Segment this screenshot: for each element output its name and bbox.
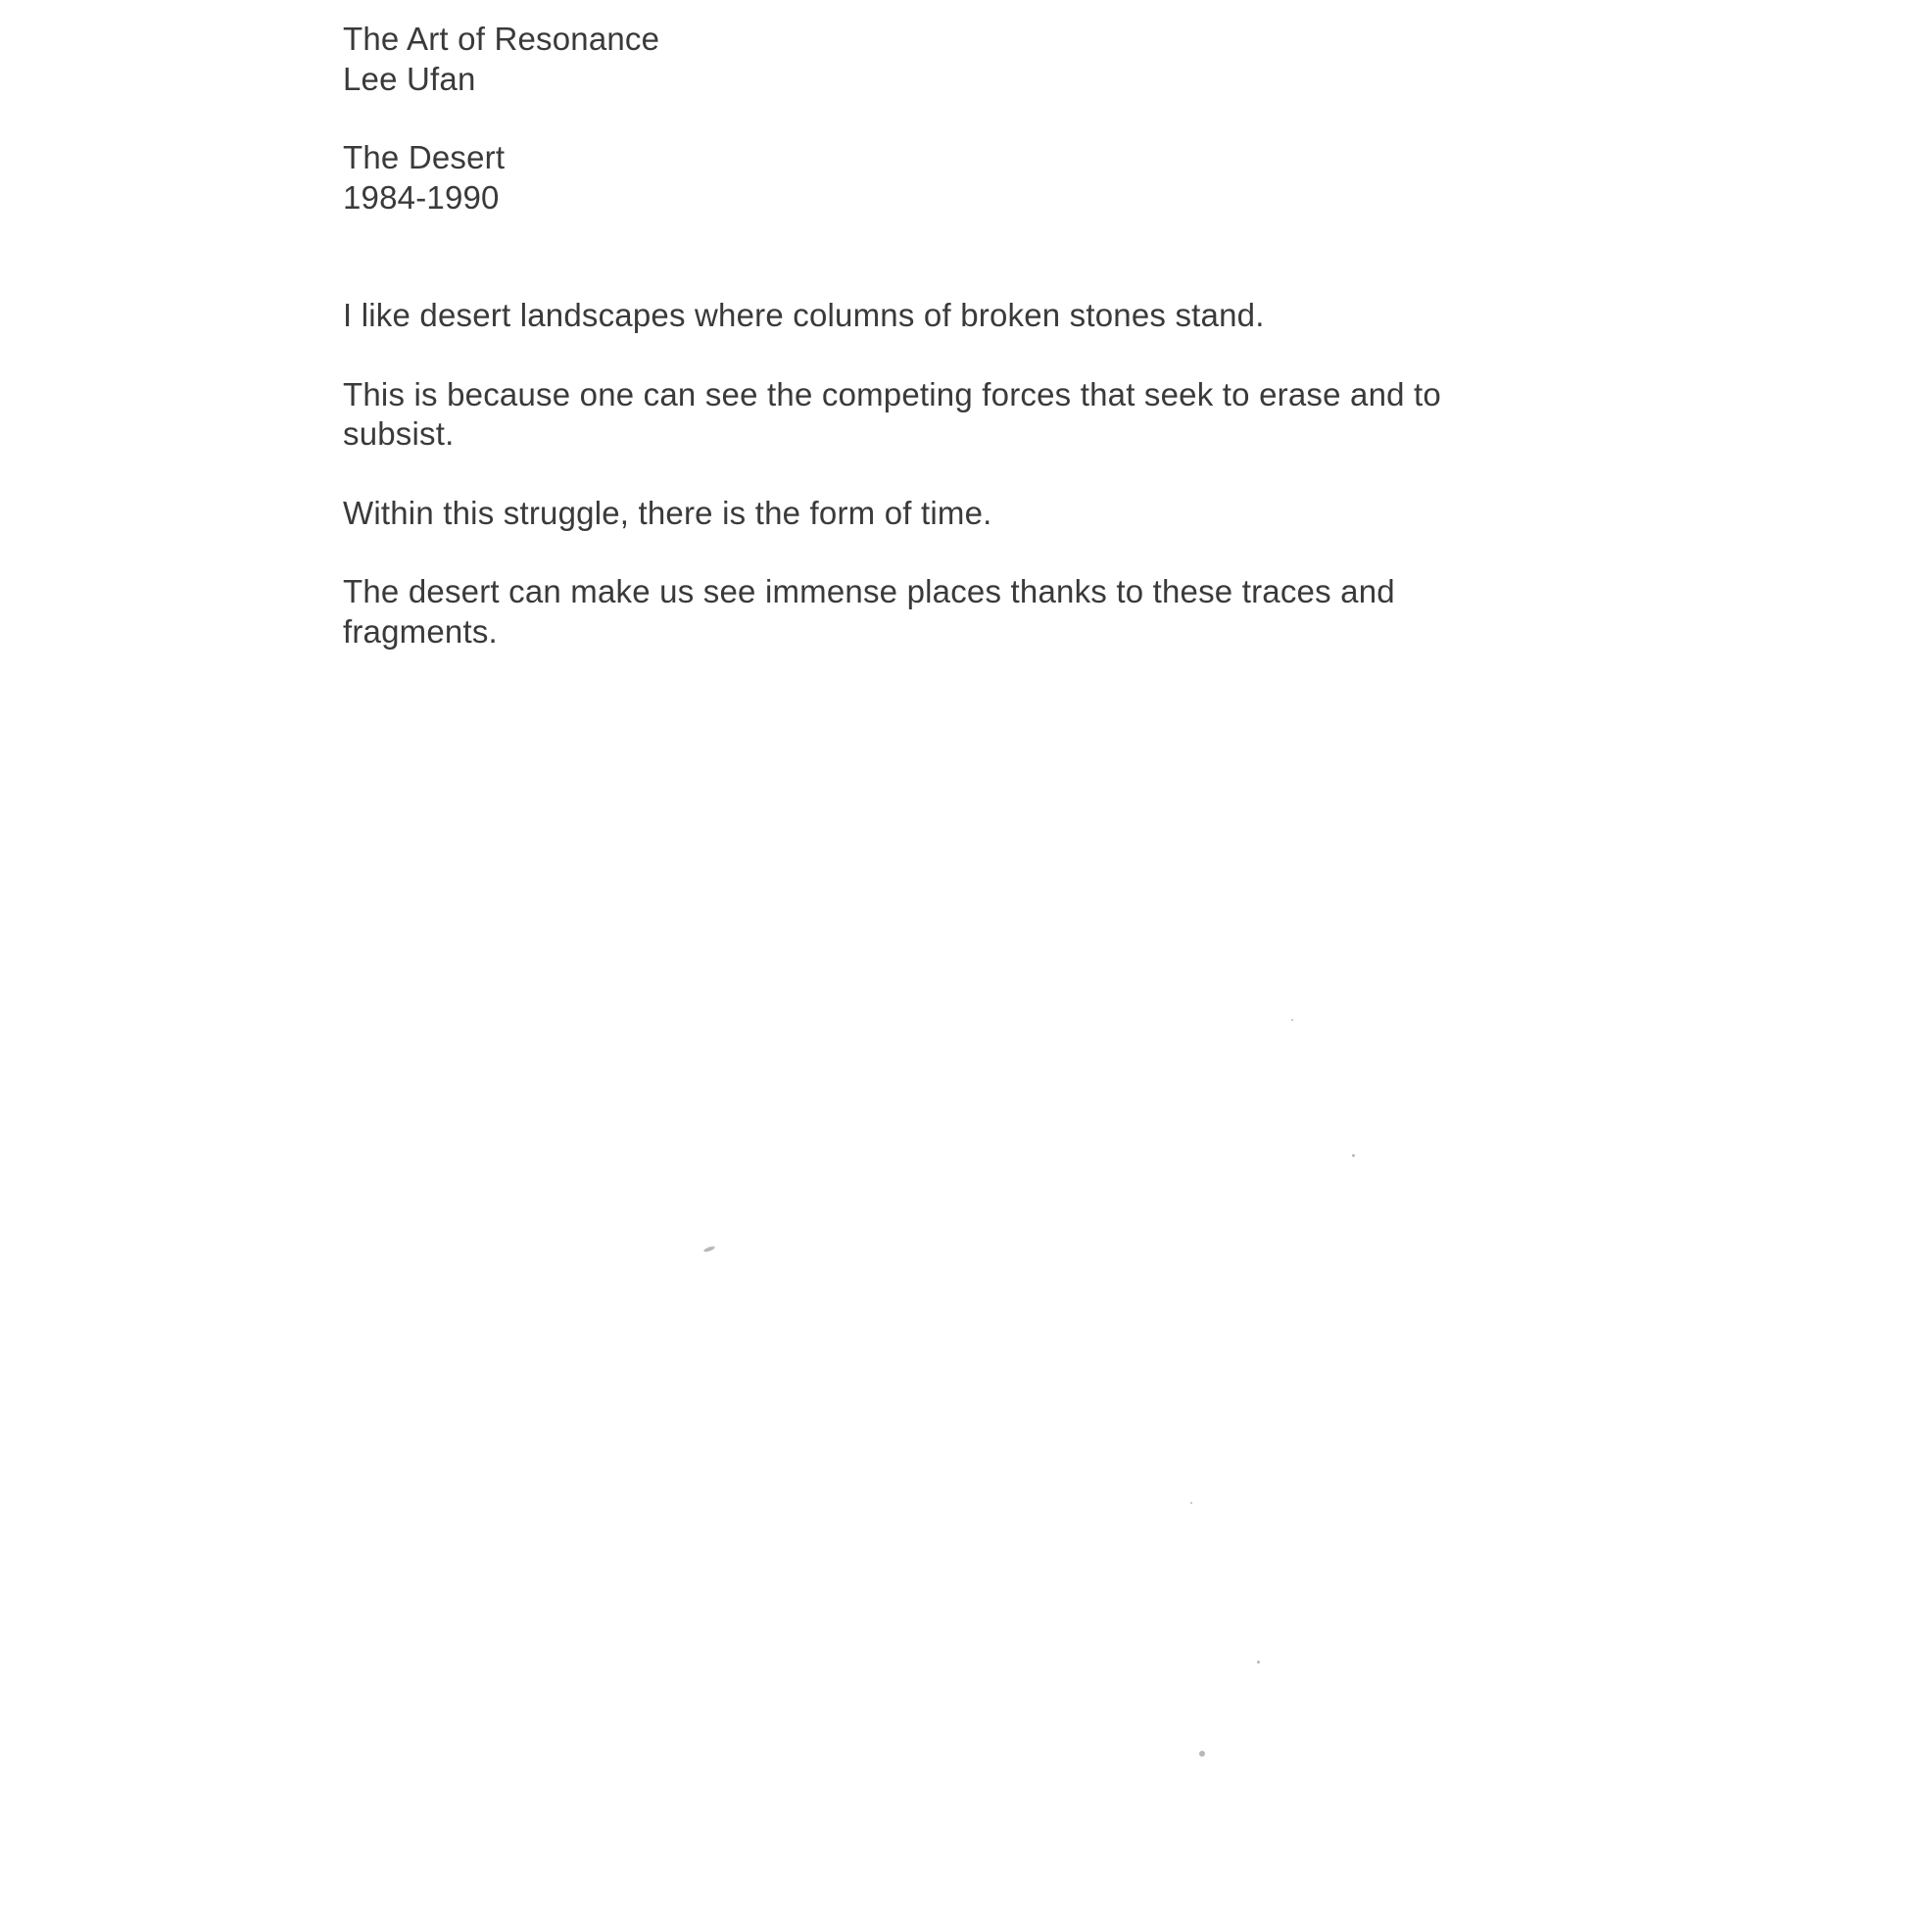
- section-dates: 1984-1990: [343, 178, 500, 216]
- section-title: The Desert: [343, 139, 506, 175]
- scan-speck: [1257, 1661, 1260, 1664]
- spacer: [343, 455, 1499, 494]
- scan-speck: [1190, 1502, 1192, 1504]
- spacer: [343, 533, 1499, 572]
- author-name: Lee Ufan: [343, 60, 476, 97]
- scan-speck: [1291, 1019, 1293, 1021]
- paragraph-4: The desert can make us see immense places thanks to these traces and fragments.: [343, 573, 1395, 650]
- paragraph-1: I like desert landscapes where columns of broken stones stand.: [343, 297, 1265, 333]
- scan-speck: [1352, 1154, 1355, 1157]
- document-title: The Art of Resonance: [343, 21, 660, 57]
- scan-speck: [1199, 1751, 1205, 1757]
- paragraph-2: This is because one can see the competing forces that seek to erase and to subsist.: [343, 375, 1441, 452]
- scan-speck: [703, 1245, 716, 1253]
- spacer: [343, 99, 1499, 138]
- document-body: [343, 20, 1499, 652]
- paragraph-3: Within this struggle, there is the form of time.: [343, 494, 992, 531]
- spacer: [343, 217, 1499, 296]
- spacer: [343, 336, 1499, 375]
